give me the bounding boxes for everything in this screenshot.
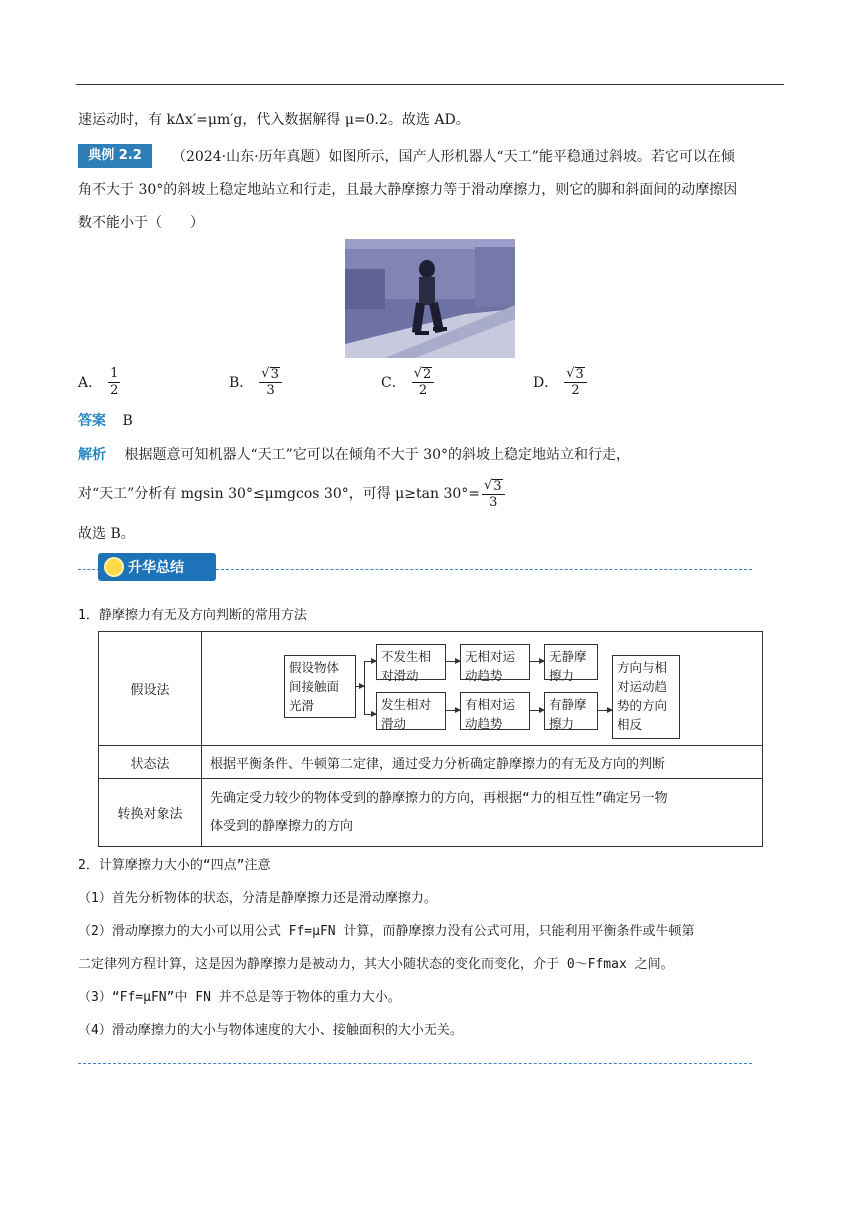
flowchart (202, 632, 762, 745)
divider-left (78, 569, 100, 570)
option-d-denominator: 2 (571, 382, 580, 398)
note-2-line-1: （2）滑动摩擦力的大小可以用公式 Ff=μFN 计算，而静摩擦力没有公式可用，只能利用平衡条件或牛顿第 (78, 924, 695, 939)
sqrt-symbol: √ 2 (413, 365, 432, 382)
option-a-numerator: 1 (110, 365, 119, 381)
option-b-label: B． (229, 375, 254, 391)
option-a-denominator: 2 (110, 382, 119, 398)
flow-arrow (364, 714, 376, 715)
analysis-line-3: 故选 B。 (78, 526, 135, 542)
analysis-denominator: 3 (489, 494, 498, 510)
flow-end-box: 方向与相对运动趋势的方向相反 (612, 655, 680, 739)
option-b-denominator: 3 (266, 382, 275, 398)
flow-arrow (356, 686, 364, 687)
method-desc-switch-line-2: 体受到的静摩擦力的方向 (210, 818, 354, 834)
robot-slope-photo (345, 239, 515, 358)
analysis-numerator: 3 (493, 478, 502, 494)
option-a[interactable] (78, 362, 120, 402)
table-row (99, 632, 763, 746)
option-d-fraction (564, 366, 587, 399)
option-c-fraction (412, 366, 435, 399)
flow-bottom-box-3: 有静摩擦力 (544, 692, 598, 730)
sqrt-symbol: √ 3 (566, 365, 584, 382)
question-line-3: 数不能小于（ ） (78, 215, 204, 231)
example-badge: 典例 2.2 (78, 144, 152, 168)
flow-arrow (364, 661, 376, 662)
note-4: （4）滑动摩擦力的大小与物体速度的大小、接触面积的大小无关。 (78, 1023, 463, 1038)
note-3: （3）“Ff=μFN”中 FN 并不总是等于物体的重力大小。 (78, 990, 401, 1005)
flow-branch-line (364, 661, 365, 714)
methods-table (98, 631, 763, 847)
flow-bottom-box-2: 有相对运动趋势 (460, 692, 530, 730)
sqrt-symbol: √ 3 (484, 477, 502, 494)
method-desc-switch-line-1: 先确定受力较少的物体受到的静摩擦力的方向，再根据“力的相互性”确定另一物 (210, 790, 668, 806)
flow-arrow (598, 710, 612, 711)
method-name-switch: 转换对象法 (99, 779, 202, 847)
analysis-label: 解析 (78, 447, 106, 463)
answer-label: 答案 (78, 413, 106, 429)
flow-arrow (446, 710, 460, 711)
option-a-label: A． (78, 375, 103, 391)
summary-tab-label: 升华总结 (128, 560, 184, 576)
table-row (99, 746, 763, 779)
flow-arrow (446, 661, 460, 662)
option-b-fraction (259, 366, 282, 399)
option-c-denominator: 2 (418, 382, 428, 398)
table-row (99, 779, 763, 847)
option-b-numerator: 3 (270, 366, 279, 382)
answer-value: B (122, 413, 133, 429)
divider-bottom (78, 1063, 752, 1064)
option-c[interactable] (381, 362, 434, 402)
method-name-state: 状态法 (99, 746, 202, 779)
analysis-text-2: 对“天工”分析有 mgsin 30°≤μmgcos 30°，可得 μ≥tan 30°= (78, 486, 480, 502)
summary-heading-1: 1．静摩擦力有无及方向判断的常用方法 (78, 608, 307, 623)
summary-heading-2: 2．计算摩擦力大小的“四点”注意 (78, 858, 271, 873)
answer-line (78, 411, 133, 431)
option-d-label: D． (533, 375, 559, 391)
option-b[interactable] (229, 362, 282, 402)
question-line-2: 角不大于 30°的斜坡上稳定地站立和行走，且最大静摩擦力等于滑动摩擦力，则它的脚和斜面间的动摩擦因 (78, 182, 738, 198)
note-1: （1）首先分析物体的状态，分清是静摩擦力还是滑动摩擦力。 (78, 891, 437, 906)
analysis-line-1 (78, 445, 630, 465)
option-d-numerator-wrap (564, 366, 587, 383)
analysis-text-1: 根据题意可知机器人“天工”它可以在倾角不大于 30°的斜坡上稳定地站立和行走， (124, 447, 631, 463)
summary-tab (98, 553, 216, 581)
note-2-line-2: 二定律列方程计算，这是因为静摩擦力是被动力，其大小随状态的变化而变化，介于 0～Ffmax 之间。 (78, 957, 674, 972)
flow-arrow (530, 710, 544, 711)
option-d[interactable] (533, 362, 587, 402)
option-b-numerator-wrap (259, 366, 282, 383)
sqrt-symbol: √ 3 (261, 365, 279, 382)
analysis-numerator-wrap (482, 478, 505, 495)
option-c-label: C． (381, 375, 406, 391)
question-line-1: （2024·山东·历年真题）如图所示，国产人形机器人“天工”能平稳通过斜坡。若它可以在倾 (172, 149, 735, 165)
flow-top-box-3: 无静摩擦力 (544, 644, 598, 680)
lightbulb-icon (106, 559, 122, 575)
option-a-fraction (108, 366, 120, 399)
flow-bottom-box-1: 发生相对滑动 (376, 692, 446, 730)
flow-start-box: 假设物体间接触面光滑 (284, 655, 356, 718)
method-desc-switch (202, 779, 763, 847)
option-c-numerator: 2 (423, 366, 432, 382)
analysis-line-2 (78, 474, 505, 514)
intro-line: 速运动时，有 kΔx′=μm′g，代入数据解得 μ=0.2。故选 AD。 (78, 112, 470, 128)
option-c-numerator-wrap (412, 366, 435, 383)
method-name-assume: 假设法 (99, 632, 202, 746)
flow-top-box-2: 无相对运动趋势 (460, 644, 530, 680)
flow-arrow (530, 661, 544, 662)
flow-top-box-1: 不发生相对滑动 (376, 644, 446, 680)
flow-cell (202, 632, 763, 746)
header-rule (76, 84, 784, 85)
method-desc-state: 根据平衡条件、牛顿第二定律，通过受力分析确定静摩擦力的有无及方向的判断 (202, 746, 763, 779)
analysis-fraction (482, 478, 505, 511)
option-d-numerator: 3 (575, 366, 584, 382)
divider-right (216, 569, 752, 570)
